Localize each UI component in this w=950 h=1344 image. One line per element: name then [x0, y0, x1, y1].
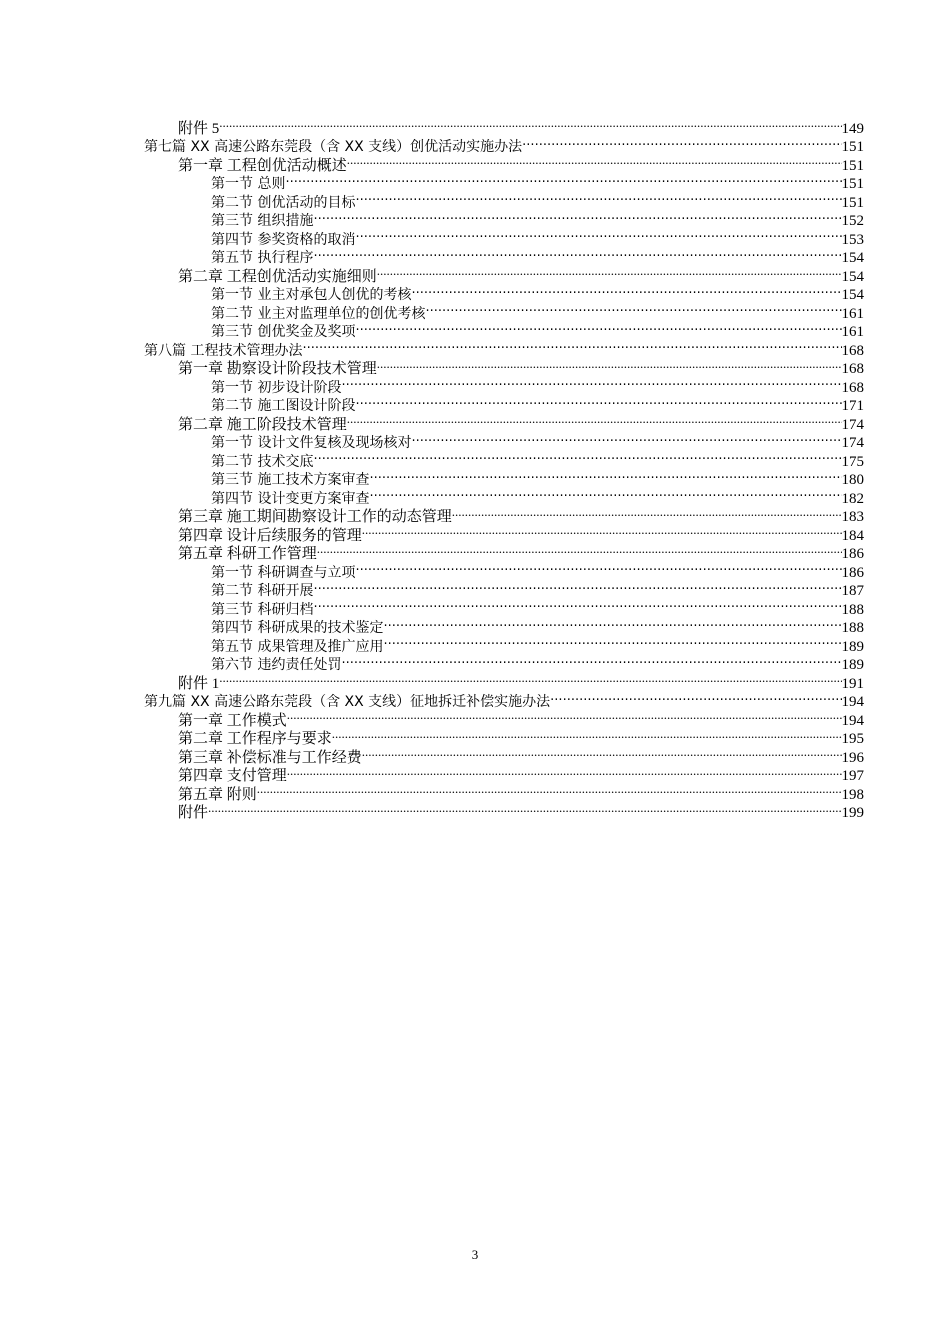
toc-entry-page: 195: [841, 731, 864, 747]
toc-entry-page: 154: [841, 268, 864, 285]
toc-leader-dots: [411, 281, 841, 300]
toc-entry[interactable]: [144, 133, 864, 155]
toc-entry-page: 183: [841, 509, 864, 525]
toc-entry-title: 附件: [178, 805, 209, 821]
toc-leader-dots: [377, 262, 842, 281]
toc-leader-dots: [355, 318, 841, 337]
toc-leader-dots: [355, 188, 841, 207]
toc-entry-title: 第一节 设计文件复核及现场核对: [211, 435, 412, 451]
toc-leader-dots: [219, 669, 841, 688]
toc-entry-page: 151: [841, 139, 864, 155]
toc-leader-dots: [355, 392, 841, 411]
toc-entry-title: 第四节 科研成果的技术鉴定: [211, 620, 384, 636]
toc-leader-dots: [341, 373, 841, 392]
toc-leader-dots: [369, 484, 841, 503]
toc-leader-dots: [332, 725, 842, 744]
toc-leader-dots: [347, 410, 842, 429]
toc-entry-title: 附件 1: [178, 675, 220, 692]
toc-entry-page: 194: [841, 712, 864, 729]
toc-entry-title: 第九篇 XX 高速公路东莞段（含 XX 支线）征地拆迁补偿实施办法: [144, 694, 551, 710]
toc-entry[interactable]: [144, 669, 864, 692]
toc-leader-dots: [425, 299, 841, 318]
toc-entry-page: 187: [841, 583, 864, 599]
toc-entry-title: 第一章 工程创优活动概述: [178, 157, 347, 174]
toc-entry-page: 199: [841, 805, 864, 821]
toc-leader-dots: [317, 540, 842, 559]
toc-leader-dots: [313, 577, 841, 596]
toc-entry-page: 152: [841, 213, 864, 229]
toc-leader-dots: [347, 151, 842, 170]
toc-leader-dots: [219, 114, 841, 133]
toc-leader-dots: [355, 225, 841, 244]
toc-entry-page: 154: [841, 250, 864, 266]
toc-leader-dots: [257, 780, 842, 799]
toc-leader-dots: [355, 558, 841, 577]
toc-entry-page: 168: [841, 361, 864, 377]
toc-entry-page: 161: [841, 324, 864, 340]
toc-entry-title: 第六节 违约责任处罚: [211, 657, 342, 673]
toc-entry-page: 175: [841, 453, 864, 470]
toc-entry-page: 186: [841, 546, 864, 562]
toc-leader-dots: [452, 503, 842, 522]
toc-leader-dots: [287, 762, 842, 781]
toc-leader-dots: [550, 688, 841, 707]
toc-entry-page: 174: [841, 435, 864, 451]
toc-leader-dots: [285, 170, 841, 189]
toc-entry-page: 188: [841, 620, 864, 636]
toc-leader-dots: [362, 521, 842, 540]
toc-entry-title: 第三节 组织措施: [211, 213, 314, 229]
toc-entry-title: 第三章 施工期间勘察设计工作的动态管理: [178, 509, 452, 525]
toc-entry-title: 第三节 创优奖金及奖项: [211, 324, 356, 340]
toc-entry-title: 第三节 科研归档: [211, 601, 314, 618]
toc-entry-title: 第一节 初步设计阶段: [211, 379, 342, 396]
toc-entry[interactable]: [144, 114, 864, 137]
toc-entry-page: 184: [841, 527, 864, 544]
toc-entry-title: 第七篇 XX 高速公路东莞段（含 XX 支线）创优活动实施办法: [144, 139, 523, 155]
toc-entry-title: 第二章 施工阶段技术管理: [178, 416, 347, 433]
toc-entry-title: 第五节 成果管理及推广应用: [211, 638, 384, 655]
toc-entry-title: 第四章 支付管理: [178, 768, 287, 784]
toc-entry-title: 第二节 科研开展: [211, 583, 314, 599]
toc-entry-title: 第一节 总则: [211, 176, 286, 192]
toc-entry-page: 188: [841, 601, 864, 618]
toc-leader-dots: [302, 336, 841, 355]
toc-entry-title: 第五节 执行程序: [211, 250, 314, 266]
toc-entry-page: 151: [841, 176, 864, 192]
toc-entry-title: 第五章 附则: [178, 786, 257, 803]
toc-entry-page: 189: [841, 657, 864, 673]
toc-leader-dots: [383, 614, 841, 633]
toc-entry-title: 第四节 参奖资格的取消: [211, 231, 356, 248]
toc-leader-dots: [411, 429, 841, 448]
toc-entry-title: 第四节 设计变更方案审查: [211, 490, 370, 507]
toc-entry-title: 第八篇 工程技术管理办法: [144, 342, 303, 359]
toc-entry-title: 附件 5: [178, 120, 220, 137]
toc-leader-dots: [208, 799, 841, 818]
toc-entry-title: 第一章 工作模式: [178, 712, 287, 729]
toc-entry-page: 198: [841, 786, 864, 803]
toc-leader-dots: [341, 651, 841, 670]
toc-entry-page: 186: [841, 564, 864, 581]
toc-leader-dots: [362, 743, 842, 762]
toc-entry-page: 182: [841, 490, 864, 507]
toc-entry-title: 第二节 创优活动的目标: [211, 194, 356, 211]
page-number: 3: [471, 1247, 479, 1262]
toc-entry-page: 189: [841, 638, 864, 655]
toc-entry-title: 第二节 施工图设计阶段: [211, 398, 356, 414]
toc-leader-dots: [313, 244, 841, 263]
toc-entry[interactable]: [144, 799, 864, 821]
toc-entry-page: 191: [841, 675, 864, 692]
toc-entry-page: 154: [841, 287, 864, 303]
toc-entry-title: 第一节 科研调查与立项: [211, 564, 356, 581]
toc-leader-dots: [369, 466, 841, 485]
toc-leader-dots: [313, 595, 841, 614]
toc-entry-page: 149: [841, 120, 864, 137]
toc-entry-title: 第一节 业主对承包人创优的考核: [211, 287, 412, 303]
toc-entry-page: 151: [841, 157, 864, 174]
toc-entry-page: 171: [841, 398, 864, 414]
toc-leader-dots: [313, 447, 841, 466]
toc-entry-page: 174: [841, 416, 864, 433]
toc-entry-page: 161: [841, 305, 864, 322]
toc-leader-dots: [377, 355, 842, 374]
toc-entry-page: 180: [841, 472, 864, 488]
toc-entry-page: 197: [841, 768, 864, 784]
toc-entry-page: 196: [841, 749, 864, 766]
toc-entry-page: 151: [841, 194, 864, 211]
toc-entry-title: 第二节 业主对监理单位的创优考核: [211, 305, 426, 322]
toc-entry-title: 第三节 施工技术方案审查: [211, 472, 370, 488]
toc-entry-title: 第四章 设计后续服务的管理: [178, 527, 362, 544]
toc-leader-dots: [383, 632, 841, 651]
toc-leader-dots: [522, 133, 841, 152]
toc-entry-title: 第一章 勘察设计阶段技术管理: [178, 361, 377, 377]
toc-entry-page: 168: [841, 342, 864, 359]
table-of-contents: [144, 114, 864, 821]
toc-entry[interactable]: [144, 688, 864, 710]
toc-entry-title: 第二章 工作程序与要求: [178, 731, 332, 747]
toc-entry-page: 153: [841, 231, 864, 248]
toc-entry-page: 194: [841, 694, 864, 710]
toc-entry-title: 第二节 技术交底: [211, 453, 314, 470]
toc-leader-dots: [287, 706, 842, 725]
toc-entry-title: 第二章 工程创优活动实施细则: [178, 268, 377, 285]
toc-entry-title: 第三章 补偿标准与工作经费: [178, 749, 362, 766]
toc-entry-title: 第五章 科研工作管理: [178, 546, 317, 562]
toc-leader-dots: [313, 207, 841, 226]
toc-entry-page: 168: [841, 379, 864, 396]
